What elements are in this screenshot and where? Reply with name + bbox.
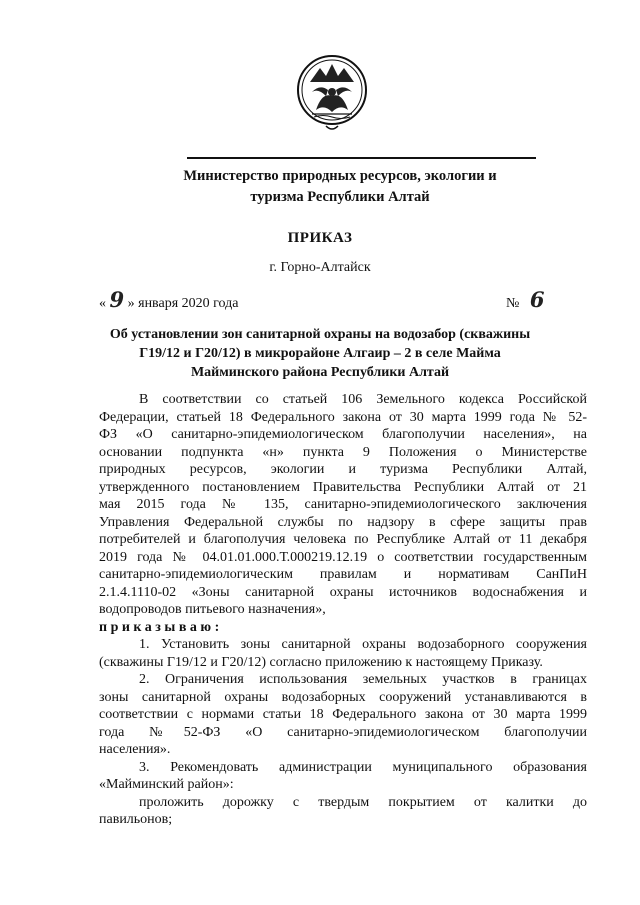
preamble-line: основании подпункта «н» пункта 9 Положения о Министерстве (99, 444, 587, 460)
item-2-line: соответствии с нормами статьи 18 Федерального закона от 30 марта 1999 (99, 707, 587, 722)
preamble-line: водопроводов питьевого назначения», (99, 602, 326, 617)
header-divider (187, 157, 536, 159)
document-number (506, 287, 544, 312)
ministry-line: туризма Республики Алтай (250, 189, 430, 205)
subject-line: Г19/12 и Г20/12) в микрорайоне Алгаир – 2 в селе Майма (139, 346, 501, 361)
preamble-line: мая 2015 года № 135, санитарно-эпидемиологического заключения (99, 497, 587, 512)
item-1-line: 1. Установить зоны санитарной охраны водозаборного сооружения (139, 637, 587, 652)
ministry-line: Министерство природных ресурсов, экологии и (183, 168, 497, 184)
date-open-quote: « (99, 296, 106, 311)
preamble-line: ФЗ «О санитарно-эпидемиологическом благополучии населения», на (99, 427, 587, 442)
coat-of-arms-icon (296, 52, 368, 136)
preamble-line: Управления Федеральной службы по надзору в сфере защиты прав (99, 514, 587, 530)
document-date (99, 287, 238, 312)
item-3-line: 3. Рекомендовать администрации муниципального образования (139, 759, 587, 775)
subject-line: Майминского района Республики Алтай (190, 365, 450, 380)
document-body (99, 391, 587, 829)
date-day-handwritten: 9 (109, 287, 125, 312)
preamble-line: 2.1.4.1110-02 «Зоны санитарной охраны источников водоснабжения и (99, 584, 587, 600)
ministry-name (150, 166, 530, 208)
item-3a-line: проложить дорожку с твердым покрытием от калитки до (139, 794, 587, 810)
preamble-line: Федерации, статьей 18 Федерального закона от 30 марта 1999 года № 52- (99, 409, 587, 425)
item-3-line: «Майминский район»: (99, 777, 234, 792)
item-2-line: населения». (99, 742, 171, 757)
subject-line: Об установлении зон санитарной охраны на водозабор (скважины (109, 327, 531, 342)
document-title: ПРИКАЗ (287, 230, 353, 246)
document-subject (80, 325, 560, 382)
number-handwritten: 6 (529, 287, 545, 312)
number-label: № (506, 296, 520, 311)
prikazyvayu-label: приказываю: (99, 619, 223, 635)
preamble-line: потребителей и благополучия человека по Республике Алтай от 11 декабря (99, 532, 587, 547)
document-city: г. Горно-Алтайск (269, 260, 371, 275)
item-1-line: (скважины Г19/12 и Г20/12) согласно приложению к настоящему Приказу. (99, 654, 543, 670)
preamble-line: В соответствии со статьей 106 Земельного кодекса Российской (139, 392, 587, 407)
preamble-line: утвержденного постановлением Правительства Республики Алтай от 21 (99, 479, 587, 495)
date-month-year: » января 2020 года (127, 296, 239, 311)
item-2-line: 2. Ограничения использования земельных участков в границах (139, 672, 587, 687)
item-2-line: года №52-ФЗ «О санитарно-эпидемиологическом благополучии (99, 724, 587, 740)
preamble-line: природных ресурсов, экологии и туризма Республики Алтай, (99, 462, 587, 477)
preamble-line: 2019 года № 04.01.01.000.Т.000219.12.19 о соответствии государственным (99, 549, 587, 565)
item-3a-line: павильонов; (99, 812, 173, 827)
preamble-line: санитарно-эпидемиологическим правилам и нормативам СанПиН (99, 567, 587, 582)
item-2-line: зоны санитарной охраны водозаборных сооружений устанавливаются в (99, 689, 587, 705)
